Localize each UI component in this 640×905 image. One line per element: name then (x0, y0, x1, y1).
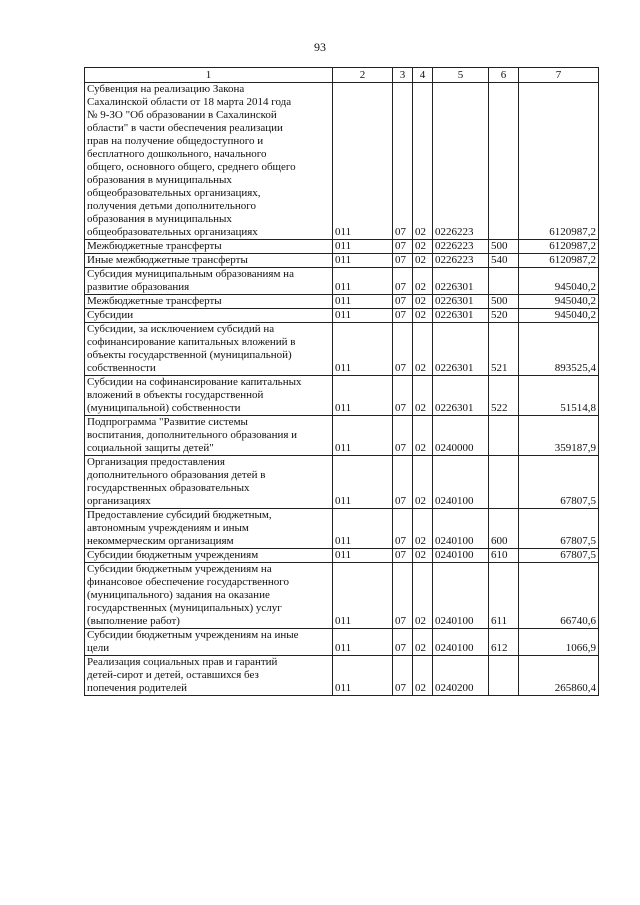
row-section: 07 (393, 549, 413, 563)
table-row (85, 509, 599, 549)
col-header-1: 1 (85, 68, 333, 83)
row-name: Субсидия муниципальным образованиям на развитие образования (85, 268, 333, 295)
col-header-2: 2 (333, 68, 393, 83)
row-name: Предоставление субсидий бюджетным, автономным учреждениям и иным некоммерческим организациям (85, 509, 333, 549)
row-grbs: 011 (333, 456, 393, 509)
row-expense-type (489, 268, 519, 295)
row-expense-type: 600 (489, 509, 519, 549)
row-target-article: 0226223 (433, 254, 489, 268)
row-grbs: 011 (333, 83, 393, 240)
row-grbs: 011 (333, 416, 393, 456)
row-grbs: 011 (333, 509, 393, 549)
row-subsection: 02 (413, 509, 433, 549)
table-row (85, 549, 599, 563)
table-row (85, 456, 599, 509)
row-expense-type: 522 (489, 376, 519, 416)
row-target-article: 0226223 (433, 240, 489, 254)
col-header-5: 5 (433, 68, 489, 83)
row-target-article: 0240100 (433, 563, 489, 629)
page-number: 93 (314, 40, 326, 54)
row-section: 07 (393, 629, 413, 656)
row-subsection: 02 (413, 376, 433, 416)
row-target-article: 0226301 (433, 309, 489, 323)
row-subsection: 02 (413, 563, 433, 629)
row-section: 07 (393, 268, 413, 295)
row-name: Межбюджетные трансферты (85, 240, 333, 254)
row-subsection: 02 (413, 656, 433, 696)
row-grbs: 011 (333, 549, 393, 563)
row-grbs: 011 (333, 629, 393, 656)
row-expense-type: 540 (489, 254, 519, 268)
table-row (85, 416, 599, 456)
row-target-article: 0240100 (433, 629, 489, 656)
row-subsection: 02 (413, 629, 433, 656)
row-subsection: 02 (413, 268, 433, 295)
table-row (85, 240, 599, 254)
row-section: 07 (393, 323, 413, 376)
row-section: 07 (393, 656, 413, 696)
row-amount: 945040,2 (519, 309, 599, 323)
row-expense-type: 610 (489, 549, 519, 563)
row-name: Межбюджетные трансферты (85, 295, 333, 309)
row-subsection: 02 (413, 456, 433, 509)
col-header-4: 4 (413, 68, 433, 83)
row-target-article: 0240100 (433, 549, 489, 563)
row-section: 07 (393, 254, 413, 268)
table-row (85, 563, 599, 629)
row-target-article: 0226301 (433, 295, 489, 309)
table-body (85, 83, 599, 696)
table-row (85, 323, 599, 376)
row-expense-type: 521 (489, 323, 519, 376)
table-row (85, 295, 599, 309)
row-name: Субсидии на софинансирование капитальных вложений в объекты государственной (муниципальной) собственности (85, 376, 333, 416)
row-expense-type: 500 (489, 240, 519, 254)
table-row (85, 83, 599, 240)
row-expense-type: 520 (489, 309, 519, 323)
row-grbs: 011 (333, 309, 393, 323)
row-amount: 1066,9 (519, 629, 599, 656)
col-header-3: 3 (393, 68, 413, 83)
row-section: 07 (393, 509, 413, 549)
row-amount: 51514,8 (519, 376, 599, 416)
row-amount: 893525,4 (519, 323, 599, 376)
table-row (85, 629, 599, 656)
table-row (85, 656, 599, 696)
row-section: 07 (393, 456, 413, 509)
table-row (85, 309, 599, 323)
row-section: 07 (393, 376, 413, 416)
row-name: Субсидии бюджетным учреждениям на финансовое обеспечение государственного (муниципального) задания на оказание государственных (муниципальных) услуг (выполнение работ) (85, 563, 333, 629)
row-grbs: 011 (333, 268, 393, 295)
row-target-article: 0240200 (433, 656, 489, 696)
row-amount: 66740,6 (519, 563, 599, 629)
row-expense-type: 612 (489, 629, 519, 656)
row-grbs: 011 (333, 240, 393, 254)
col-header-6: 6 (489, 68, 519, 83)
row-amount: 6120987,2 (519, 83, 599, 240)
row-expense-type (489, 456, 519, 509)
row-grbs: 011 (333, 254, 393, 268)
row-name: Иные межбюджетные трансферты (85, 254, 333, 268)
table-row (85, 254, 599, 268)
budget-table (84, 67, 599, 696)
row-expense-type (489, 656, 519, 696)
row-amount: 265860,4 (519, 656, 599, 696)
row-amount: 67807,5 (519, 549, 599, 563)
row-name: Субсидии (85, 309, 333, 323)
row-expense-type (489, 83, 519, 240)
row-amount: 6120987,2 (519, 254, 599, 268)
row-expense-type: 500 (489, 295, 519, 309)
row-grbs: 011 (333, 656, 393, 696)
row-target-article: 0240100 (433, 509, 489, 549)
row-expense-type: 611 (489, 563, 519, 629)
row-grbs: 011 (333, 295, 393, 309)
row-amount: 67807,5 (519, 509, 599, 549)
row-name: Реализация социальных прав и гарантий детей-сирот и детей, оставшихся без попечения родителей (85, 656, 333, 696)
row-expense-type (489, 416, 519, 456)
row-name: Субсидии бюджетным учреждениям на иные цели (85, 629, 333, 656)
row-subsection: 02 (413, 254, 433, 268)
row-target-article: 0240100 (433, 456, 489, 509)
row-section: 07 (393, 83, 413, 240)
table-row (85, 268, 599, 295)
row-amount: 6120987,2 (519, 240, 599, 254)
row-subsection: 02 (413, 323, 433, 376)
row-section: 07 (393, 240, 413, 254)
row-subsection: 02 (413, 83, 433, 240)
row-amount: 945040,2 (519, 295, 599, 309)
row-subsection: 02 (413, 549, 433, 563)
row-subsection: 02 (413, 416, 433, 456)
row-target-article: 0226223 (433, 83, 489, 240)
row-grbs: 011 (333, 323, 393, 376)
row-amount: 359187,9 (519, 416, 599, 456)
row-target-article: 0226301 (433, 376, 489, 416)
row-amount: 945040,2 (519, 268, 599, 295)
header-row (85, 68, 599, 83)
row-name: Организация предоставления дополнительного образования детей в государственных образовательных организациях (85, 456, 333, 509)
row-subsection: 02 (413, 309, 433, 323)
row-section: 07 (393, 309, 413, 323)
row-target-article: 0226301 (433, 323, 489, 376)
row-target-article: 0240000 (433, 416, 489, 456)
row-amount: 67807,5 (519, 456, 599, 509)
row-target-article: 0226301 (433, 268, 489, 295)
row-section: 07 (393, 416, 413, 456)
row-name: Субсидии, за исключением субсидий на софинансирование капитальных вложений в объекты государственной (муниципальной) собственности (85, 323, 333, 376)
table-row (85, 376, 599, 416)
row-subsection: 02 (413, 295, 433, 309)
row-section: 07 (393, 563, 413, 629)
col-header-7: 7 (519, 68, 599, 83)
row-grbs: 011 (333, 376, 393, 416)
row-section: 07 (393, 295, 413, 309)
row-subsection: 02 (413, 240, 433, 254)
row-name: Субсидии бюджетным учреждениям (85, 549, 333, 563)
row-name: Подпрограмма "Развитие системы воспитания, дополнительного образования и социальной защиты детей" (85, 416, 333, 456)
row-grbs: 011 (333, 563, 393, 629)
row-name: Субвенция на реализацию Закона Сахалинской области от 18 марта 2014 года № 9-ЗО "Об образовании в Сахалинской области" в части обеспечения реализации прав на получение общедоступного и бесплатного дошкольного, начального общего, основного общего, среднего общего образования в муниципальных общеобразовательных организациях, получения детьми дополнительного образования в муниципальных общеобразовательных организациях (85, 83, 333, 240)
